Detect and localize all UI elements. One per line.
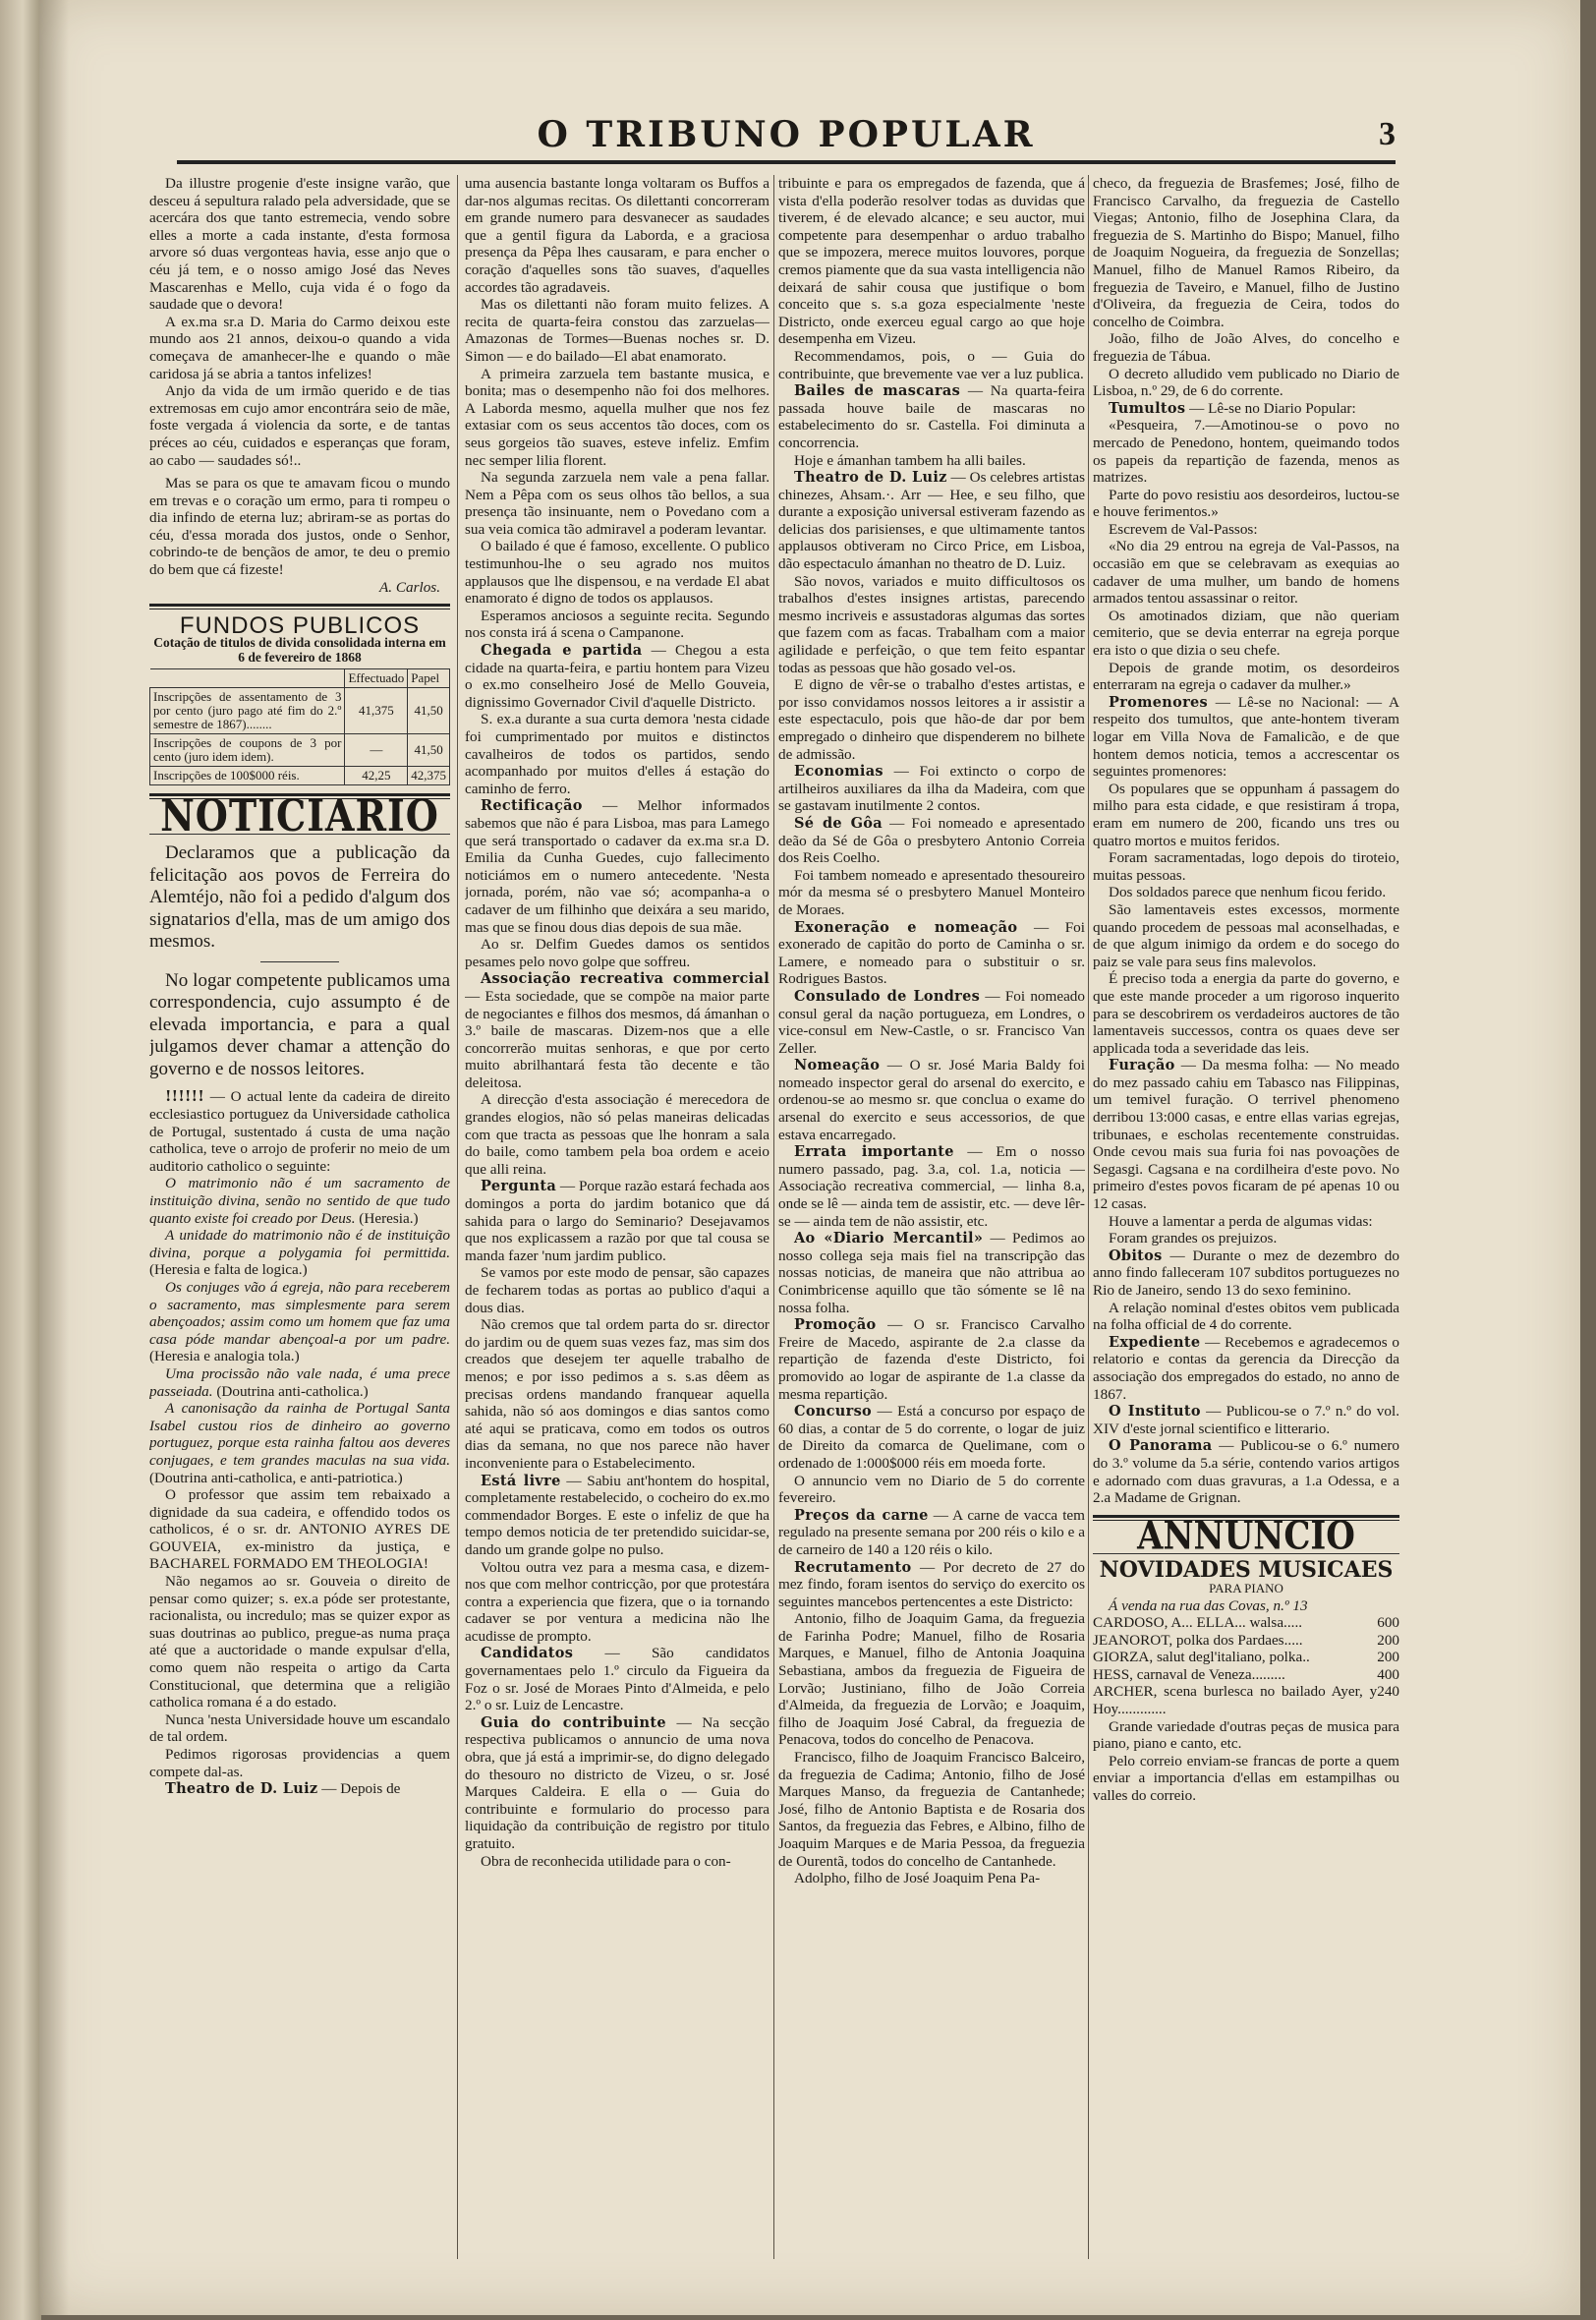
- paragraph: Ao «Diario Mercantil» — Pedimos ao nosso collega seja mais fiel na transcripção das nossas noticias, de maneira que não attribua ao Conimbricense aquillo que tão sómente se lê na nossa folha.: [778, 1230, 1085, 1316]
- keyword: Errata importante: [794, 1143, 954, 1161]
- paragraph: Promoção — O sr. Francisco Carvalho Freire de Macedo, aspirante de 2.a classe da repartição de fazenda d'este Districto, foi promovido ao logar de aspirante de 1.a classe da mesma repartição.: [778, 1316, 1085, 1403]
- paragraph: O annuncio vem no Diario de 5 do corrente fevereiro.: [778, 1472, 1085, 1507]
- paragraph: Errata importante — Em o nosso numero passado, pag. 3.a, col. 1.a, noticia — Associação recreativa commercial, — linha 8.a, onde se lê — ainda tem de assistir, etc. — deve lêr-se — ainda tem de não assistir, etc.: [778, 1143, 1085, 1230]
- quote: A canonisação da rainha de Portugal Santa Isabel custou rios de dinheiro ao governo portuguez, porque esta rainha faltou aos deveres conjugaes, e tem grandes maculas na sua vida. (Doutrina anti-catholica, e anti-patriotica.): [149, 1400, 450, 1486]
- paragraph: Concurso — Está a concurso por espaço de 60 dias, a contar de 5 do corrente, o logar de juiz de Direito da comarca de Quelimane, com o ordenado de 1:000$000 réis em moeda forte.: [778, 1403, 1085, 1472]
- paragraph: Os populares que se oppunham á passagem do milho para esta cidade, e que resistiram á tropa, eram em numero de 200, ficando uns tres ou quatro mortos e muitos feridos.: [1093, 780, 1399, 849]
- paragraph: No logar competente publicamos uma correspondencia, cujo assumpto é de elevada importancia, e para a qual julgamos dever chamar a attenção do governo e de nossos leitores.: [149, 969, 450, 1079]
- paragraph: São novos, variados e muito difficultosos os trabalhos d'estes insignes artistas, parecendo mesmo incriveis e assustadoras algumas das sortes que fazem com as facas. Trabalham com a maior agilidade e perfeição, o que tem feito espantar todas as pessoas que hão gosado vel-os.: [778, 572, 1085, 676]
- paragraph: Preços da carne — A carne de vacca tem regulado na presente semana por 200 réis o kilo e a de carneiro de 140 a 120 réis o kilo.: [778, 1506, 1085, 1558]
- paragraph: Foram sacramentadas, logo depois do tiroteio, muitas pessoas.: [1093, 849, 1399, 884]
- keyword: Tumultos: [1109, 399, 1186, 417]
- keyword: Recrutamento: [794, 1558, 912, 1576]
- column-2: [465, 175, 770, 2269]
- paragraph: «Pesqueira, 7.—Amotinou-se o povo no mercado de Penedono, hontem, queimando todos os papeis da repartição de fazenda, menos as matrizes.: [1093, 417, 1399, 487]
- paragraph: A ex.ma sr.a D. Maria do Carmo deixou este mundo aos 21 annos, deixou-o quando a vida começava de amanhecer-lhe e quando o mãe caridosa já se abria a tantos infelizes!: [149, 313, 450, 382]
- paragraph: Na segunda zarzuela nem vale a pena fallar. Nem a Pêpa com os seus olhos tão bellos, a sua presença tão insinuante, nem o Povedano com a sua veia comica tão admiravel a poderam levantar.: [465, 469, 770, 538]
- fundos-table: [149, 668, 450, 785]
- keyword: Preços da carne: [794, 1506, 929, 1524]
- paragraph: Mas os dilettanti não foram muito felizes. A recita de quarta-feira constou das zarzuelas—Amazonas de Tormes—Buenas noches sr. D. Simon — e do bailado—El abat enamorato.: [465, 296, 770, 365]
- table-cell: Inscripções de assentamento de 3 por cento (juro pago até fim do 2.º semestre de 1867)........: [150, 687, 345, 733]
- quote: Uma procissão não vale nada, é uma prece passeiada. (Doutrina anti-catholica.): [149, 1364, 450, 1400]
- paragraph: Furação — Da mesma folha: — No meado do mez passado cahiu em Tabasco nas Filippinas, um temivel furação. O terrivel phenomeno derribou 13:000 casas, e entre ellas varias egrejas, tribunaes, e escholas recentemente construidas. Onde cevou mais sua furia foi nas povoações de Segasgi. Cagsana e na cordilheira d'este povo. No primeiro d'estes povos ficaram de pé apenas 10 ou 12 casas.: [1093, 1057, 1399, 1213]
- paragraph: O Instituto — Publicou-se o 7.º n.º do vol. XIV d'este jornal scientifico e litterario.: [1093, 1403, 1399, 1437]
- paragraph: Associação recreativa commercial — Esta sociedade, que se compõe na maior parte de negociantes e filhos dos mesmos, dá ámanhan o 3.º baile de mascaras. Dizem-nos que a elle concorrerão muitas senhoras, e que por certo muito abrilhantará festa tão decente e tão deleitosa.: [465, 970, 770, 1091]
- paragraph: Rectificação — Melhor informados sabemos que não é para Lisboa, mas para Lamego que será transportado o cadaver da ex.ma sr.a D. Emilia da Cunha Guedes, cujo fallecimento noticiámos em o numero antecedente. 'Nesta jornada, porém, não vae só; acompanha-a o cadaver de um filhinho que deixára a seu marido, mas que se finou dous dias depois de sua mãe.: [465, 797, 770, 936]
- paragraph: Não negamos ao sr. Gouveia o direito de pensar como quizer; s. ex.a póde ser protestante, racionalista, ou incredulo; mas se quizer expor as suas doutrinas ao publico, pregue-as numa praça até que a auctoridade o mande expulsar d'ella, como quem não respeita o artigo da Carta Constitucional, que determina que a religião catholica romana é a do estado.: [149, 1573, 450, 1711]
- table-cell: 41,50: [408, 687, 450, 733]
- paragraph: O bailado é que é famoso, excellente. O publico testimunhou-lhe o seu agrado nos muitos applausos que lhe dispensou, e na verdade El abat enamorato é digno de todos os applausos.: [465, 538, 770, 608]
- paragraph: Grande variedade d'outras peças de musica para piano, piano e canto, etc.: [1093, 1717, 1399, 1753]
- paragraph: O professor que assim tem rebaixado a dignidade da sua cadeira, e offendido todos os catholicos, é o sr. dr. ANTONIO AYRES DE GOUVEIA, ex-ministro da justiça, e BACHAREL FORMADO EM THEOLOGIA!: [149, 1486, 450, 1573]
- paragraph: Adolpho, filho de José Joaquim Pena Pa-: [794, 1870, 1041, 1887]
- annuncio-heading: ANNUNCIO: [1137, 1513, 1355, 1559]
- keyword: Ao «Diario Mercantil»: [794, 1230, 984, 1247]
- paragraph: O Panorama — Publicou-se o 6.º numero do 3.º volume da 5.a série, contendo varios artigos e adornado com duas gravuras, a 1.a Odessa, e a 2.a Madame de Grignan.: [1093, 1437, 1399, 1507]
- paragraph: Chegada e partida — Chegou a esta cidade na quarta-feira, e partiu hontem para Vizeu o ex.mo conselheiro José de Mello Gouveia, dignissimo Governador Civil d'aquelle Districto.: [465, 642, 770, 711]
- paragraph: Pedimos rigorosas providencias a quem compete dal-as.: [149, 1746, 450, 1780]
- table-cell: 42,25: [345, 766, 408, 784]
- quote: A unidade do matrimonio não é de instituição divina, porque a polygamia foi permittida. (Heresia e falta de logica.): [149, 1227, 450, 1279]
- paragraph: Houve a lamentar a perda de algumas vidas:: [1109, 1212, 1373, 1230]
- paragraph: É preciso toda a energia da parte do governo, e que este mande proceder a um rigoroso inquerito para se descobrirem os verdadeiros auctores de tão lamentaveis successos, contra os quaes deve ser applicada toda a severidade das leis.: [1093, 970, 1399, 1057]
- paragraph: uma ausencia bastante longa voltaram os Buffos a dar-nos algumas recitas. Os dilettanti concorreram em grande numero para desvanecer as saudades que a gentil figura da Laborda, e a graciosa presença da Pêpa lhes causaram, e para encher o coração d'aquelles sons tão suaves, d'aquelles accordes tão agradaveis.: [465, 175, 770, 296]
- paragraph: Não cremos que tal ordem parta do sr. director do jardim ou de quem suas vezes faz, mas sim dos creados que desejem ter aquelle trabalho de menos; e por isso pedimos a s. s.as dêem as precisas ordens mandando franquear aquella sahida, não só aos domingos e dias santos como até aqui se praticava, como em todos os outros dias da semana, no que nos parece não haver inconveniente para o Estabelecimento.: [465, 1316, 770, 1472]
- keyword: Furação: [1109, 1057, 1175, 1074]
- newspaper-title: O TRIBUNO POPULAR: [537, 114, 1036, 155]
- paragraph: Depois de grande motim, os desordeiros enterraram na egreja o cadaver da mulher.»: [1093, 659, 1399, 694]
- fundos-publicos-title: FUNDOS PUBLICOS: [179, 612, 421, 640]
- paragraph: Bailes de mascaras — Na quarta-feira passada houve baile de mascaras no estabelecimento do sr. Castella. Foi diminuta a concorrencia.: [778, 382, 1085, 451]
- keyword: Expediente: [1109, 1333, 1201, 1351]
- paragraph: Obra de reconhecida utilidade para o con-: [481, 1852, 731, 1870]
- paragraph: Recommendamos, pois, o — Guia do contribuinte, que brevemente vae ver a luz publica.: [778, 347, 1085, 382]
- keyword: O Instituto: [1109, 1403, 1201, 1421]
- paragraph: Tumultos — Lê-se no Diario Popular:: [1109, 399, 1356, 417]
- table-cell: 41,375: [345, 687, 408, 733]
- paragraph: Foi tambem nomeado e apresentado thesoureiro mór da mesma sé o presbytero Manuel Monteiro de Moraes.: [778, 866, 1085, 918]
- paragraph: Economias — Foi extincto o corpo de artilheiros auxiliares da ilha da Madeira, com que se gastavam inutilmente 2 contos.: [778, 763, 1085, 815]
- divider: [149, 604, 450, 609]
- paragraph: A primeira zarzuela tem bastante musica, e bonita; mas o desempenho não foi dos melhores. A Laborda mesmo, aquella mulher que nos fez extasiar com os seus accentos tão doces, com os seus gorgeios tão suaves, esteve infeliz. Emfim nec semper lilia florent.: [465, 365, 770, 469]
- paragraph: João, filho de João Alves, do concelho e freguezia de Tábua.: [1093, 330, 1399, 365]
- binding-edge: [0, 0, 41, 2320]
- paragraph: Anjo da vida de um irmão querido e de tias extremosas em cujo amor encontrára seio de mãe, foste vergada á violencia da sorte, e de tantas préces ao céu, cuidados e esperanças que foram, ao cabo — saudades só!..: [149, 382, 450, 469]
- venda-address: Á venda na rua das Covas, n.º 13: [1109, 1596, 1308, 1614]
- paragraph: Voltou outra vez para a mesma casa, e dizem-nos que com melhor contricção, por que protestára contra a experiencia que fizera, que o ia tornando cadaver se por ventura a medicina não lhe acudisse de prompto.: [465, 1558, 770, 1645]
- table-header: Effectuado: [345, 668, 408, 687]
- paragraph: Nunca 'nesta Universidade houve um escandalo de tal ordem.: [149, 1711, 450, 1746]
- paragraph: Pergunta — Porque razão estará fechada aos domingos a porta do jardim botanico que dá sahida para o largo do Seminario? Desejavamos que nos explicassem a razão por que tal cousa se manda fazer 'num jardim publico.: [465, 1178, 770, 1264]
- quote: O matrimonio não é um sacramento de instituição divina, senão no sentido de que tudo quanto existe foi creado por Deus. (Heresia.): [149, 1175, 450, 1227]
- table-header: Papel: [408, 668, 450, 687]
- novidades-heading: NOVIDADES MUSICAES: [1099, 1557, 1394, 1584]
- paragraph: A direcção d'esta associação é merecedora de grandes elogios, não só pelas maneiras delicadas com que tracta as pessoas que lhe honram a sala do baile, como tambem pela boa ordem e aceio que alli reina.: [465, 1091, 770, 1178]
- table-row: [150, 687, 450, 733]
- keyword: Economias: [794, 763, 884, 781]
- keyword: Sé de Gôa: [794, 814, 883, 832]
- keyword: Chegada e partida: [481, 642, 643, 660]
- header-rule: [177, 160, 1396, 164]
- list-item: ARCHER, scena burlesca no bailado Ayer, y Hoy............. 240: [1093, 1683, 1399, 1718]
- paragraph: checo, da freguezia de Brasfemes; José, filho de Francisco Carvalho, da freguezia de Castello Viegas; Antonio, filho de Josephina Clara, da freguezia de S. Martinho do Bispo; Manuel, filho de Joaquim Nogueira, da freguezia de Sonzellas; Manuel, filho de Manuel Ramos Ribeiro, da freguezia de Taveiro, e Manuel, filho de Justino d'Oliveira, da freguezia de Ceira, todos do concelho de Coimbra.: [1093, 175, 1399, 330]
- paragraph: Obitos — Durante o mez de dezembro do anno findo falleceram 107 subditos portuguezes no Rio de Janeiro, sendo 13 do sexo feminino.: [1093, 1247, 1399, 1299]
- paragraph: Da illustre progenie d'este insigne varão, que desceu á sepultura ralado pela adversidade, que se acercára dos que tanto estremecia, vendo sobre elles a morte a cada instante, d'esta formosa arvore só duas vergonteas havia, esse anjo que o céu já tem, e o nosso amigo José das Neves Mascarenhas e Mello, cuja vida é o fogo da saudade que o devora!: [149, 175, 450, 314]
- paragraph: Guia do contribuinte — Na secção respectiva publicamos o annuncio de uma nova obra, que já está a imprimir-se, do digno delegado do thesouro no districto de Vizeu, o sr. José Marques Caldeira. E ella o — Guia do contribuinte e formulario do processo para liquidação da contribuição de registro por titulo gratuito.: [465, 1713, 770, 1852]
- paragraph: Sé de Gôa — Foi nomeado e apresentado deão da Sé de Gôa o presbytero Antonio Correia dos Reis Coelho.: [778, 814, 1085, 867]
- keyword: Theatro de D. Luiz: [794, 469, 947, 487]
- table-cell: 42,375: [408, 766, 450, 784]
- noticiario-heading: NOTICIARIO: [160, 789, 439, 841]
- paragraph: «No dia 29 entrou na egreja de Val-Passos, na occasião em que se celebravam as exequias ao cadaver de uma mulher, um bando de homens armados tentou assassinar o reitor.: [1093, 538, 1399, 608]
- table-cell: —: [345, 733, 408, 766]
- paragraph: Escrevem de Val-Passos:: [1109, 520, 1258, 538]
- column-rule: [773, 175, 774, 2259]
- paragraph: Parte do povo resistiu aos desordeiros, luctou-se e houve ferimentos.»: [1093, 486, 1399, 521]
- page-fold-shadow: [39, 0, 69, 2315]
- table-cell: Inscripções de coupons de 3 por cento (juro idem idem).: [150, 733, 345, 766]
- list-item: CARDOSO, A... ELLA... walsa..... 600: [1093, 1614, 1399, 1632]
- column-4: [1093, 175, 1399, 2269]
- column-3: [778, 175, 1085, 2269]
- keyword: Nomeação: [794, 1057, 881, 1074]
- keyword: Associação recreativa commercial: [481, 970, 770, 988]
- paragraph: Consulado de Londres — Foi nomeado consul geral da nação portugueza, em Londres, o vice-consul em New-Castle, o sr. Francisco Van Zeller.: [778, 987, 1085, 1057]
- paragraph: Exoneração e nomeação — Foi exonerado de capitão do porto de Caminha o sr. Lamere, e nomeado para o substituir o sr. Rodrigues Bastos.: [778, 918, 1085, 988]
- keyword: Concurso: [794, 1403, 872, 1421]
- paragraph: Hoje e ámanhan tambem ha alli bailes.: [794, 451, 1026, 469]
- table-cell: 41,50: [408, 733, 450, 766]
- paragraph: !!!!!! — O actual lente da cadeira de direito ecclesiastico portuguez da Universidade catholica de Portugal, sustentado á custa de uma nação catholica, teve o arrojo de proferir no meio de um auditorio catholico o seguinte:: [149, 1088, 450, 1175]
- paragraph: tribuinte e para os empregados de fazenda, que á vista d'ella poderão resolver todas as duvidas que tiverem, é de elevado alcance; e seu auctor, mui competente para desempenhar o arduo trabalho que se impozera, merece muitos louvores, porque cremos piamente que da sua vasta intelligencia não deixará de sahir cousa que justifique o bom conceito que s. s.a goza especialmente 'neste Districto, onde exerceu egual cargo ao que hoje desempenha em Vizeu.: [778, 175, 1085, 348]
- paragraph: Foram grandes os prejuizos.: [1109, 1230, 1278, 1247]
- paragraph: Expediente — Recebemos e agradecemos o relatorio e contas da gerencia da Direcção da associação dos empregados do estado, no anno de 1867.: [1093, 1333, 1399, 1403]
- keyword: Candidatos: [481, 1645, 574, 1662]
- keyword: Guia do contribuinte: [481, 1713, 666, 1731]
- keyword: Rectificação: [481, 797, 583, 815]
- keyword: Pergunta: [481, 1178, 557, 1195]
- list-item: JEANOROT, polka dos Pardaes..... 200: [1093, 1631, 1399, 1649]
- keyword: O Panorama: [1109, 1437, 1213, 1455]
- signature: A. Carlos.: [378, 578, 440, 596]
- table-row: [150, 766, 450, 784]
- paragraph: O decreto alludido vem publicado no Diario de Lisboa, n.º 29, de 6 do corrente.: [1093, 365, 1399, 400]
- keyword: !!!!!!: [165, 1088, 204, 1106]
- paragraph: Promenores — Lê-se no Nacional: — A respeito dos tumultos, que ante-hontem tiveram logar em Villa Nova de Famalicão, e de que hontem demos noticia, temos a accrescentar os seguintes promenores:: [1093, 693, 1399, 781]
- column-rule: [457, 175, 458, 2259]
- paragraph: Theatro de D. Luiz — Depois de: [165, 1780, 401, 1798]
- keyword: Bailes de mascaras: [794, 382, 961, 400]
- keyword: Consulado de Londres: [794, 987, 981, 1005]
- paragraph: Esperamos anciosos a seguinte recita. Segundo nos consta irá á scena o Campanone.: [465, 607, 770, 642]
- paragraph: S. ex.a durante a sua curta demora 'nesta cidade foi cumprimentado por muitos e distinctos cavalheiros de todos os partidos, sendo acompanhado por muitos d'elles á estação do caminho de ferro.: [465, 711, 770, 797]
- para-piano-label: PARA PIANO: [1209, 1580, 1283, 1595]
- paragraph: Antonio, filho de Joaquim Gama, da freguezia de Farinha Podre; Manuel, filho de Rosaria Marques, e Manuel, filho de Antonia Joaquina Sebastiana, ambos da freguezia de Figueira de Lorvão; Justiniano, filho de João Correia d'Almeida, da freguezia de Lorvão; e Joaquim, filho de Joaquim José Cabral, da freguezia de Penacova, todos do concelho de Penacova.: [778, 1610, 1085, 1749]
- paragraph: Mas se para os que te amavam ficou o mundo em trevas e o coração um ermo, para ti rompeu o dia infindo de eterna luz; abriram-se as portas do céu, d'essa morada dos justos, onde o Senhor, cobrindo-te de bençãos de amor, te deu o premio do bem que cá fizeste!: [149, 475, 450, 579]
- masthead: [177, 110, 1396, 161]
- page-number: 3: [1379, 116, 1396, 152]
- keyword: Exoneração e nomeação: [794, 918, 1018, 936]
- paragraph: São lamentaveis estes excessos, mormente quando procedem de pessoas mal aconselhadas, e de que algum inimigo da ordem e do socego do paiz se vale para seus fins malevolos.: [1093, 900, 1399, 970]
- paragraph: Dos soldados parece que nenhum ficou ferido.: [1109, 884, 1387, 901]
- keyword: Promenores: [1109, 693, 1209, 711]
- paragraph: Candidatos — São candidatos governamentaes pelo 1.º circulo da Figueira da Foz o sr. José de Moraes Pinto d'Almeida, e pelo 2.º o sr. Luiz de Lencastre.: [465, 1645, 770, 1714]
- keyword: Obitos: [1109, 1247, 1163, 1264]
- column-1: [149, 175, 450, 2269]
- table-row: [150, 733, 450, 766]
- paragraph: Está livre — Sabiu ant'hontem do hospital, completamente restabelecido, o cocheiro do ex.mo commendador Borges. E este o infeliz de que ha tempo demos noticia de ter pretendido suicidar-se, dando um grande golpe no pulso.: [465, 1472, 770, 1558]
- paragraph: Recrutamento — Por decreto de 27 do mez findo, foram isentos do serviço do exercito os seguintes mancebos pertencentes a este Districto:: [778, 1558, 1085, 1610]
- table-cell: Inscripções de 100$000 réis.: [150, 766, 345, 784]
- keyword: Theatro de D. Luiz: [165, 1780, 318, 1798]
- paragraph: E digno de vêr-se o trabalho d'estes artistas, e por isso convidamos nossos leitores a ir assistir a este espectaculo, pois que hão-de dar por bem empregado o dinheiro que dispenderem no bilhete de admissão.: [778, 676, 1085, 763]
- keyword: Promoção: [794, 1316, 877, 1334]
- paragraph: Nomeação — O sr. José Maria Baldy foi nomeado inspector geral do arsenal do exercito, e ordenou-se ao mesmo sr. que conclua o exame do arsenal do exercito e seus accessorios, de que estava encarregado.: [778, 1057, 1085, 1143]
- list-item: HESS, carnaval de Veneza......... 400: [1093, 1665, 1399, 1683]
- paragraph: Declaramos que a publicação da felicitação aos povos de Ferreira do Alemtéjo, não foi a pedido d'algum dos signatarios d'ella, mas de um amigo dos mesmos.: [149, 842, 450, 953]
- paragraph: Francisco, filho de Joaquim Francisco Balceiro, da freguezia de Cadima; Antonio, filho de José Marques Manso, da freguezia de Cantanhede; José, filho de Antonio Baptista e de Rosaria dos Santos, da freguezia das Febres, e Albino, filho de Joaquim Marques e de Maria Pessoa, da freguezia de Ourentã, todos do concelho de Cantanhede.: [778, 1749, 1085, 1870]
- list-item: GIORZA, salut degl'italiano, polka.. 200: [1093, 1649, 1399, 1666]
- paragraph: Se vamos por este modo de pensar, são capazes de fecharem todas as portas ao publico d'aqui a dous dias.: [465, 1264, 770, 1316]
- fundos-publicos-subtitle: Cotação de titulos de divida consolidada interna em 6 de fevereiro de 1868: [153, 634, 446, 665]
- paragraph: A relação nominal d'estes obitos vem publicada na folha official de 4 do corrente.: [1093, 1299, 1399, 1334]
- keyword: Está livre: [481, 1472, 561, 1489]
- paragraph: Theatro de D. Luiz — Os celebres artistas chinezes, Ahsam.·. Arr — Hee, e seu filho, que durante a exposição universal estiveram fazendo as delicias dos parisienses, e que ultimamente tantos applausos obtiveram no Circo Price, em Lisboa, dão espectaculo ámanhan no theatro de D. Luiz.: [778, 469, 1085, 573]
- column-rule: [1088, 175, 1089, 2259]
- paragraph: Pelo correio enviam-se francas de porte a quem enviar a importancia d'ellas em estampilhas ou valles do correio.: [1093, 1752, 1399, 1805]
- table-header-row: [150, 668, 450, 687]
- quote: Os conjuges vão á egreja, não para receberem o sacramento, mas simplesmente para serem abençoados; assim como um homem que faz uma casa póde mandar abençoal-a por um padre. (Heresia e analogia tola.): [149, 1278, 450, 1365]
- short-rule: [260, 961, 339, 962]
- paragraph: Ao sr. Delfim Guedes damos os sentidos pesames pelo novo golpe que soffreu.: [465, 936, 770, 970]
- paragraph: Os amotinados diziam, que não queriam cemiterio, que se devia enterrar na egreja porque era isto o que dizia o seu chefe.: [1093, 607, 1399, 660]
